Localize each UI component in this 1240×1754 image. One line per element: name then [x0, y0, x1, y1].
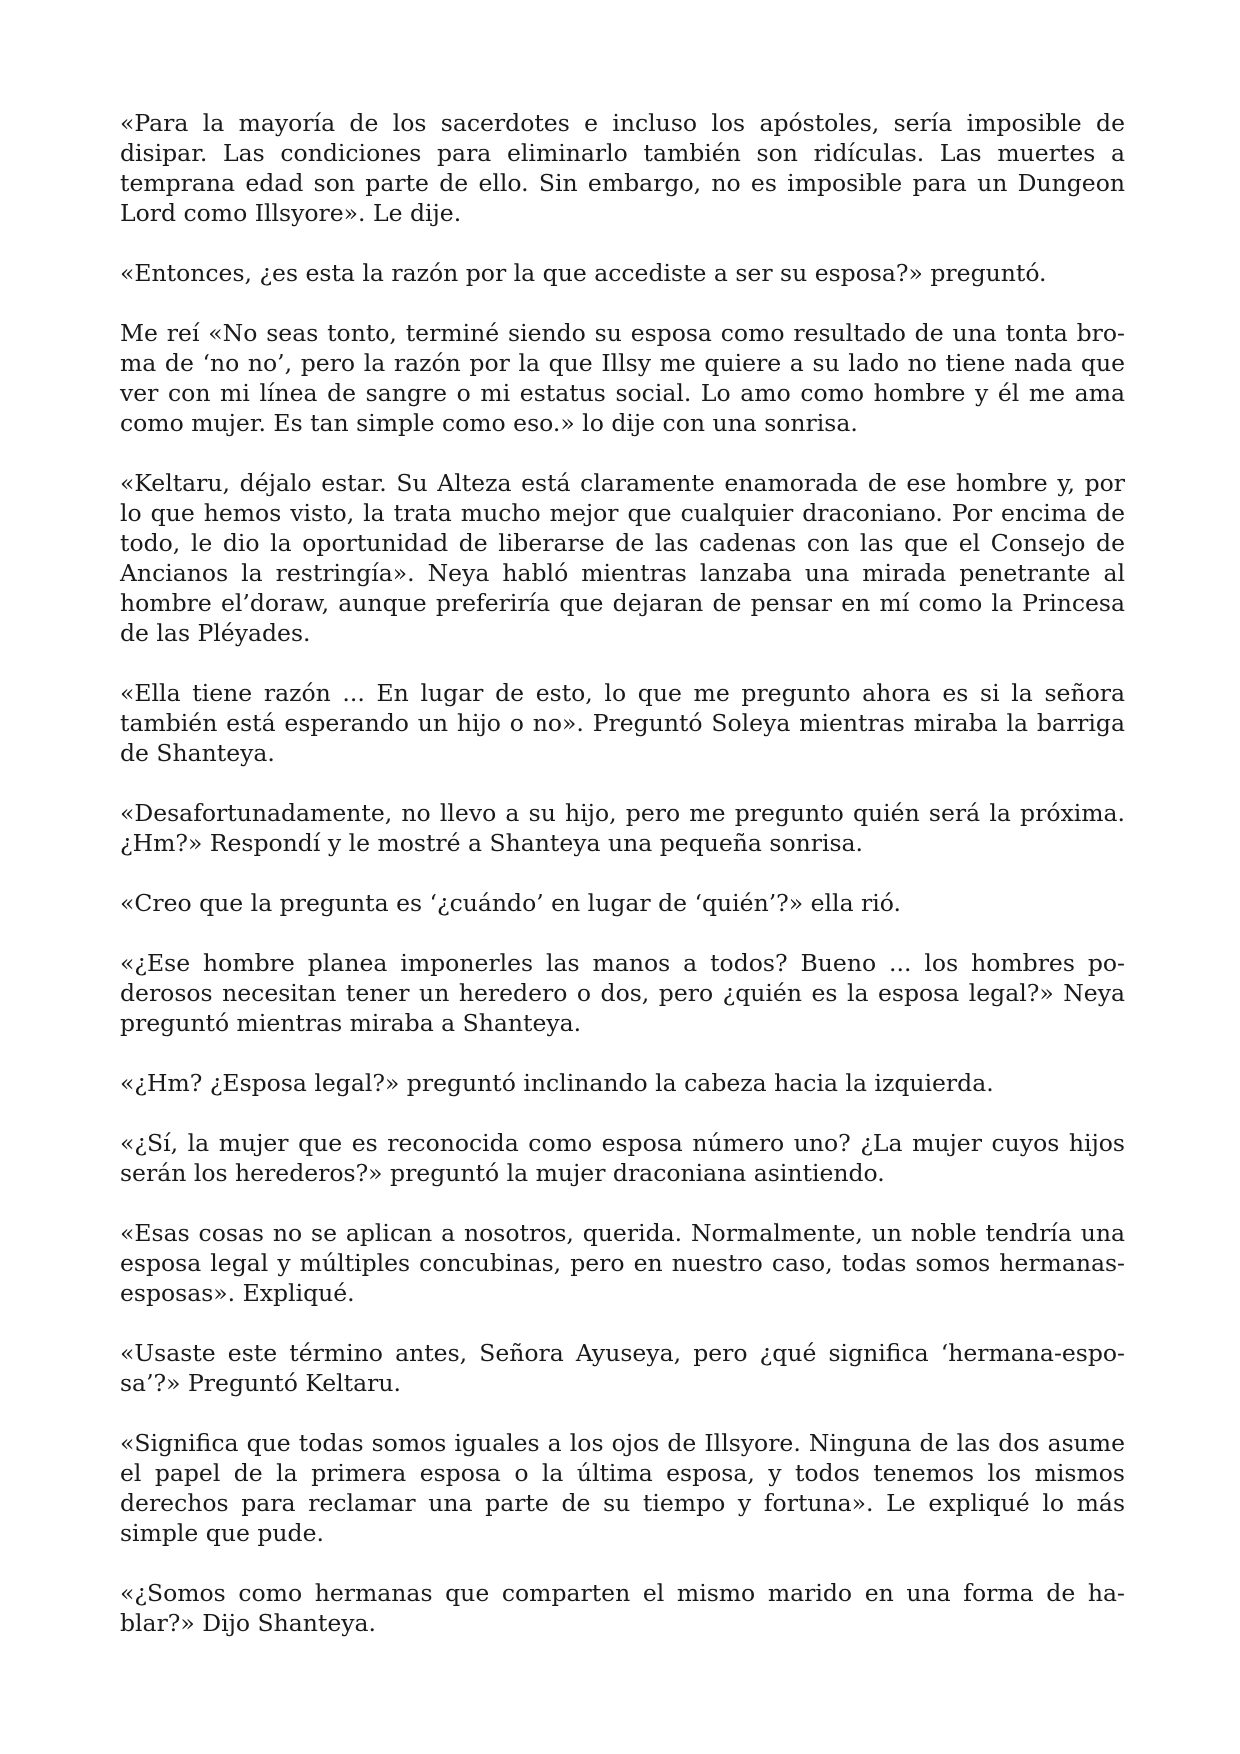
paragraph: «Significa que todas somos iguales a los ojos de Illsyore. Ninguna de las dos asume el papel de la primera esposa o la última esposa, y todos tenemos los mismos derechos para reclamar una parte de su tiempo y fortuna». Le expliqué lo más simple que pude.: [120, 1429, 1125, 1547]
paragraph: «¿Hm? ¿Esposa legal?» preguntó inclinando la cabeza hacia la izquierda.: [120, 1069, 994, 1097]
paragraph: «Esas cosas no se aplican a nosotros, querida. Normalmente, un noble tendría una esposa legal y múltiples concubinas, pero en nuestro caso, todas somos hermanas-esposas». Expliqué.: [120, 1219, 1125, 1307]
paragraph: «Para la mayoría de los sacerdotes e incluso los apóstoles, sería imposible de disipar. Las condiciones para eliminarlo también son ridículas. Las muertes a temprana edad son parte de ello. Sin embargo, no es imposible para un Dungeon Lord como Illsyore». Le dije.: [120, 109, 1125, 227]
paragraph: Me reí «No seas tonto, terminé siendo su esposa como resultado de una tonta broma de ‘no no’, pero la razón por la que Illsy me quiere a su lado no tiene nada que ver con mi línea de sangre o mi estatus social. Lo amo como hombre y él me ama como mujer. Es tan simple como eso.» lo dije con una sonrisa.: [120, 319, 1125, 437]
paragraph: «Creo que la pregunta es ‘¿cuándo’ en lugar de ‘quién’?» ella rió.: [120, 889, 902, 917]
paragraph: «¿Ese hombre planea imponerles las manos a todos? Bueno ... los hombres poderosos necesitan tener un heredero o dos, pero ¿quién es la esposa legal?» Neya preguntó mientras miraba a Shanteya.: [120, 949, 1125, 1037]
paragraph: «Entonces, ¿es esta la razón por la que accediste a ser su esposa?» preguntó.: [120, 259, 1047, 287]
paragraph: «Ella tiene razón ... En lugar de esto, lo que me pregunto ahora es si la señora también está esperando un hijo o no». Preguntó Soleya mientras miraba la barriga de Shanteya.: [120, 679, 1125, 767]
paragraph: «¿Somos como hermanas que comparten el mismo marido en una forma de hablar?» Dijo Shanteya.: [120, 1579, 1125, 1637]
document-page: [120, 108, 1125, 1668]
paragraph: «Keltaru, déjalo estar. Su Alteza está claramente enamorada de ese hombre y, por lo que hemos visto, la trata mucho mejor que cualquier draconiano. Por encima de todo, le dio la oportunidad de liberarse de las cadenas con las que el Consejo de Ancianos la restringía». Neya habló mientras lanzaba una mirada penetrante al hombre el’doraw, aunque preferiría que dejaran de pensar en mí como la Princesa de las Pléyades.: [120, 469, 1125, 647]
paragraph: «¿Sí, la mujer que es reconocida como esposa número uno? ¿La mujer cuyos hijos serán los herederos?» preguntó la mujer draconiana asintiendo.: [120, 1129, 1125, 1187]
paragraph: «Desafortunadamente, no llevo a su hijo, pero me pregunto quién será la próxima. ¿Hm?» Respondí y le mostré a Shanteya una pequeña sonrisa.: [120, 799, 1125, 857]
paragraph: «Usaste este término antes, Señora Ayuseya, pero ¿qué significa ‘hermana-esposa’?» Preguntó Keltaru.: [120, 1339, 1125, 1397]
